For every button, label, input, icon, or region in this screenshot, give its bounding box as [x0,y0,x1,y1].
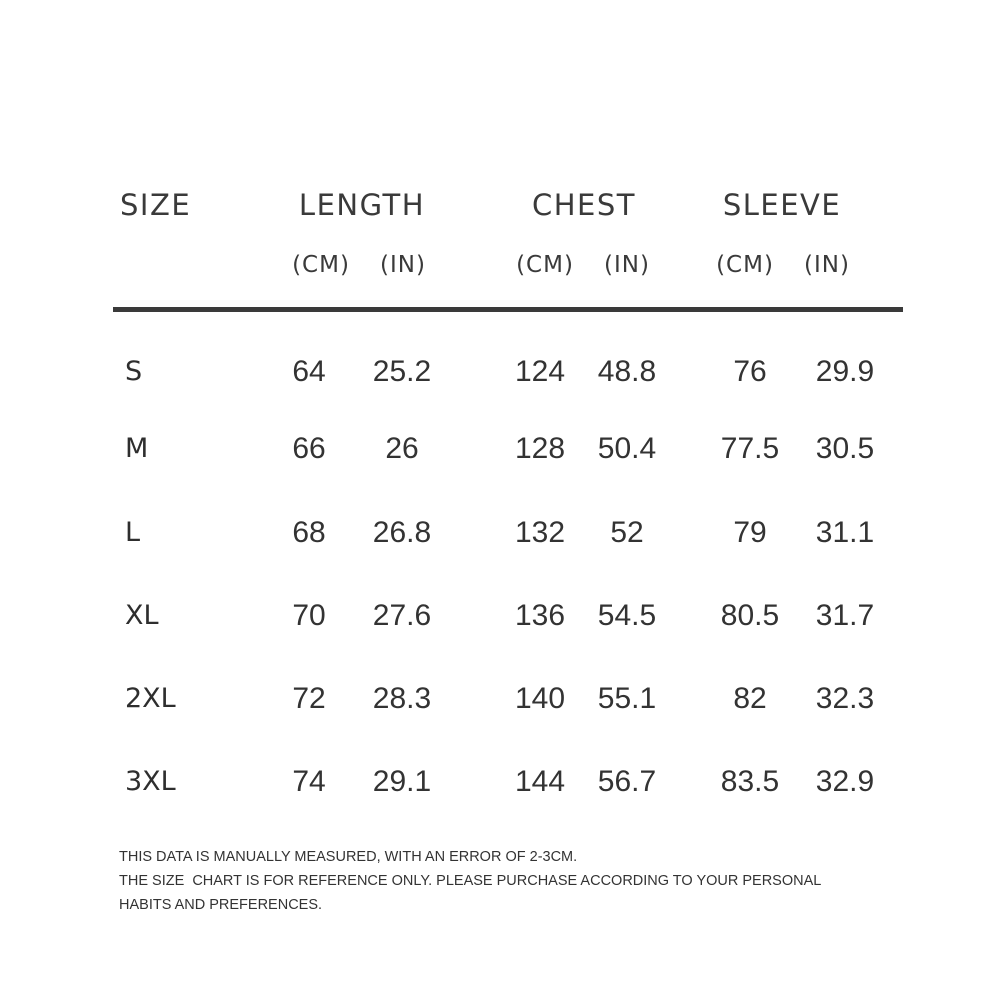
table-cell-sleeve-in: 29.9 [815,355,875,388]
length-header: LENGTH [298,188,426,222]
table-cell-length-cm: 68 [292,516,326,549]
chest-header: CHEST [531,188,637,222]
footnote-line: HABITS AND PREFERENCES. [119,897,323,913]
header-divider [113,307,903,312]
table-cell-sleeve-cm: 79 [733,516,767,549]
table-cell-sleeve-cm: 82 [733,682,767,715]
table-cell-chest-cm: 144 [514,765,566,798]
table-cell-chest-in: 54.5 [597,599,657,632]
table-cell-chest-cm: 132 [514,516,566,549]
table-cell-length-in: 25.2 [372,355,432,388]
table-cell-sleeve-in: 32.9 [815,765,875,798]
length-in-unit: (IN) [380,252,426,278]
table-cell-length-in: 27.6 [372,599,432,632]
table-cell-sleeve-in: 32.3 [815,682,875,715]
size-label: L [125,517,141,548]
table-cell-chest-in: 56.7 [597,765,657,798]
table-cell-chest-cm: 140 [514,682,566,715]
table-cell-chest-in: 48.8 [597,355,657,388]
table-cell-chest-cm: 124 [514,355,566,388]
table-cell-sleeve-cm: 76 [733,355,767,388]
table-cell-length-cm: 64 [292,355,326,388]
table-cell-length-cm: 66 [292,432,326,465]
table-cell-length-cm: 72 [292,682,326,715]
table-cell-sleeve-cm: 80.5 [720,599,780,632]
table-cell-sleeve-in: 31.7 [815,599,875,632]
table-cell-chest-in: 50.4 [597,432,657,465]
table-cell-length-in: 26 [385,432,419,465]
chest-in-unit: (IN) [604,252,650,278]
length-cm-unit: (CM) [292,252,350,278]
sleeve-in-unit: (IN) [804,252,850,278]
size-label: 3XL [125,766,176,797]
table-cell-sleeve-cm: 83.5 [720,765,780,798]
sleeve-header: SLEEVE [722,188,842,222]
size-header: SIZE [120,188,192,222]
table-cell-length-cm: 70 [292,599,326,632]
table-cell-length-in: 26.8 [372,516,432,549]
footnote [119,845,879,917]
table-cell-length-cm: 74 [292,765,326,798]
footnote-line: THIS DATA IS MANUALLY MEASURED, WITH AN ERROR OF 2-3CM. [119,849,578,865]
size-label: 2XL [125,683,176,714]
size-label: M [125,433,149,464]
table-cell-sleeve-in: 30.5 [815,432,875,465]
table-cell-chest-cm: 128 [514,432,566,465]
table-cell-length-in: 28.3 [372,682,432,715]
table-cell-chest-cm: 136 [514,599,566,632]
table-cell-chest-in: 55.1 [597,682,657,715]
size-label: S [125,356,143,387]
table-cell-sleeve-in: 31.1 [815,516,875,549]
size-label: XL [125,600,159,631]
chest-cm-unit: (CM) [516,252,574,278]
sleeve-cm-unit: (CM) [716,252,774,278]
footnote-line: THE SIZE CHART IS FOR REFERENCE ONLY. PLEASE PURCHASE ACCORDING TO YOUR PERSONAL [119,873,822,889]
table-cell-chest-in: 52 [610,516,644,549]
table-cell-sleeve-cm: 77.5 [720,432,780,465]
table-cell-length-in: 29.1 [372,765,432,798]
